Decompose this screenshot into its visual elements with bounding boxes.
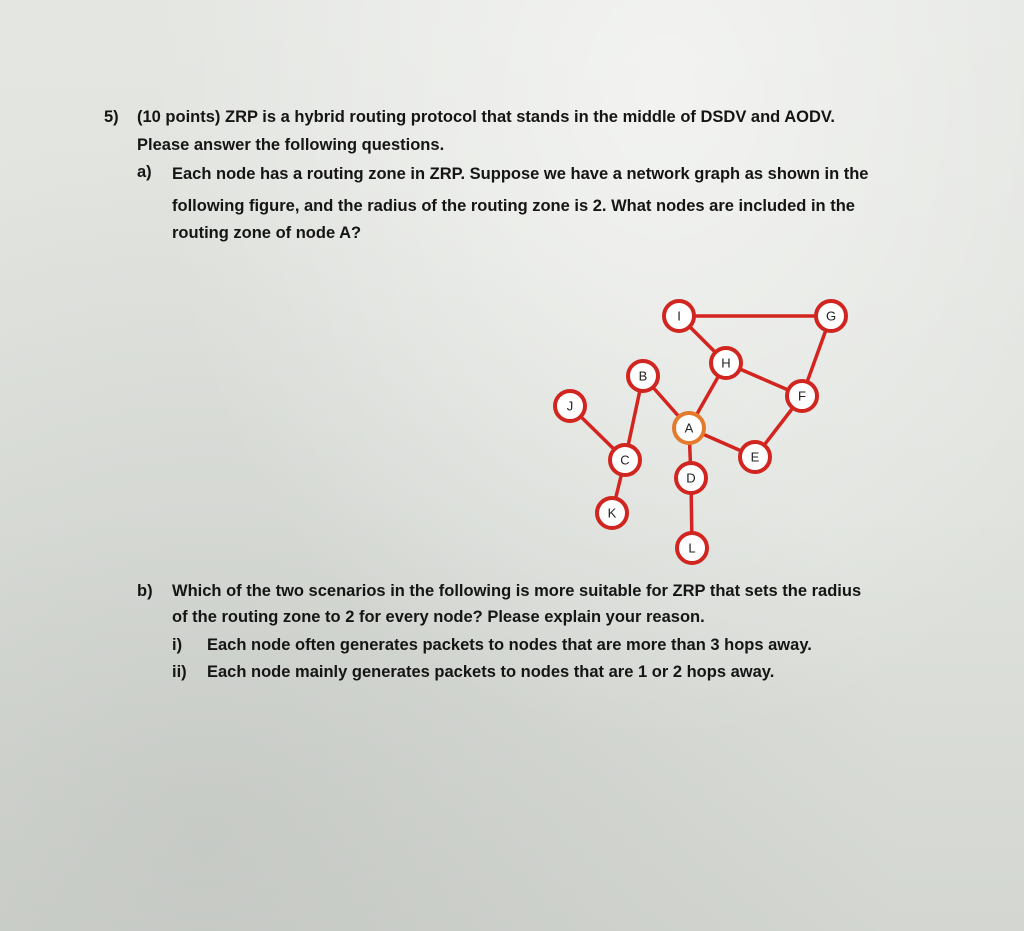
node-j — [555, 391, 585, 421]
part-b-line1: Which of the two scenarios in the following is more suitable for ZRP that sets the radius — [172, 582, 862, 600]
question-intro-line1 — [137, 104, 835, 131]
scenario-ii-marker: ii) — [172, 663, 187, 681]
question-intro-line2: Please answer the following questions. — [137, 136, 445, 154]
question-points: (10 points) — [137, 108, 221, 126]
scenario-i-marker: i) — [172, 636, 183, 654]
node-label-e: E — [750, 449, 760, 465]
node-label-i: I — [677, 308, 681, 324]
part-a-line2: following figure, and the radius of the routing zone is 2. What nodes are included in the — [172, 197, 855, 215]
node-d — [676, 463, 706, 493]
node-e — [740, 442, 770, 472]
part-b-line2: of the routing zone to 2 for every node? Please explain your reason. — [172, 608, 705, 626]
scenario-ii-text: Each node mainly generates packets to nodes that are 1 or 2 hops away. — [207, 663, 775, 681]
node-label-c: C — [620, 452, 630, 468]
node-label-l: L — [688, 540, 696, 556]
node-label-a: A — [684, 420, 694, 436]
node-label-h: H — [721, 355, 731, 371]
node-h — [711, 348, 741, 378]
node-f — [787, 381, 817, 411]
part-a-marker: a) — [137, 163, 152, 181]
node-g — [816, 301, 846, 331]
node-l — [677, 533, 707, 563]
part-a-line3: routing zone of node A? — [172, 224, 362, 242]
network-graph-figure — [540, 280, 880, 570]
node-label-j: J — [566, 398, 574, 414]
node-label-f: F — [798, 388, 806, 404]
question-intro-text: ZRP is a hybrid routing protocol that stands in the middle of DSDV and AODV. — [225, 108, 835, 126]
question-number: 5) — [104, 108, 119, 126]
node-i — [664, 301, 694, 331]
part-b-marker: b) — [137, 582, 153, 600]
node-b — [628, 361, 658, 391]
node-a — [674, 413, 704, 443]
scenario-i-text: Each node often generates packets to nodes that are more than 3 hops away. — [207, 636, 812, 654]
part-a-line1: Each node has a routing zone in ZRP. Suppose we have a network graph as shown in the — [172, 165, 869, 183]
node-label-d: D — [686, 470, 696, 486]
node-label-g: G — [825, 308, 837, 324]
node-c — [610, 445, 640, 475]
network-graph — [540, 280, 880, 570]
node-label-b: B — [638, 368, 648, 384]
node-label-k: K — [607, 505, 617, 521]
node-k — [597, 498, 627, 528]
